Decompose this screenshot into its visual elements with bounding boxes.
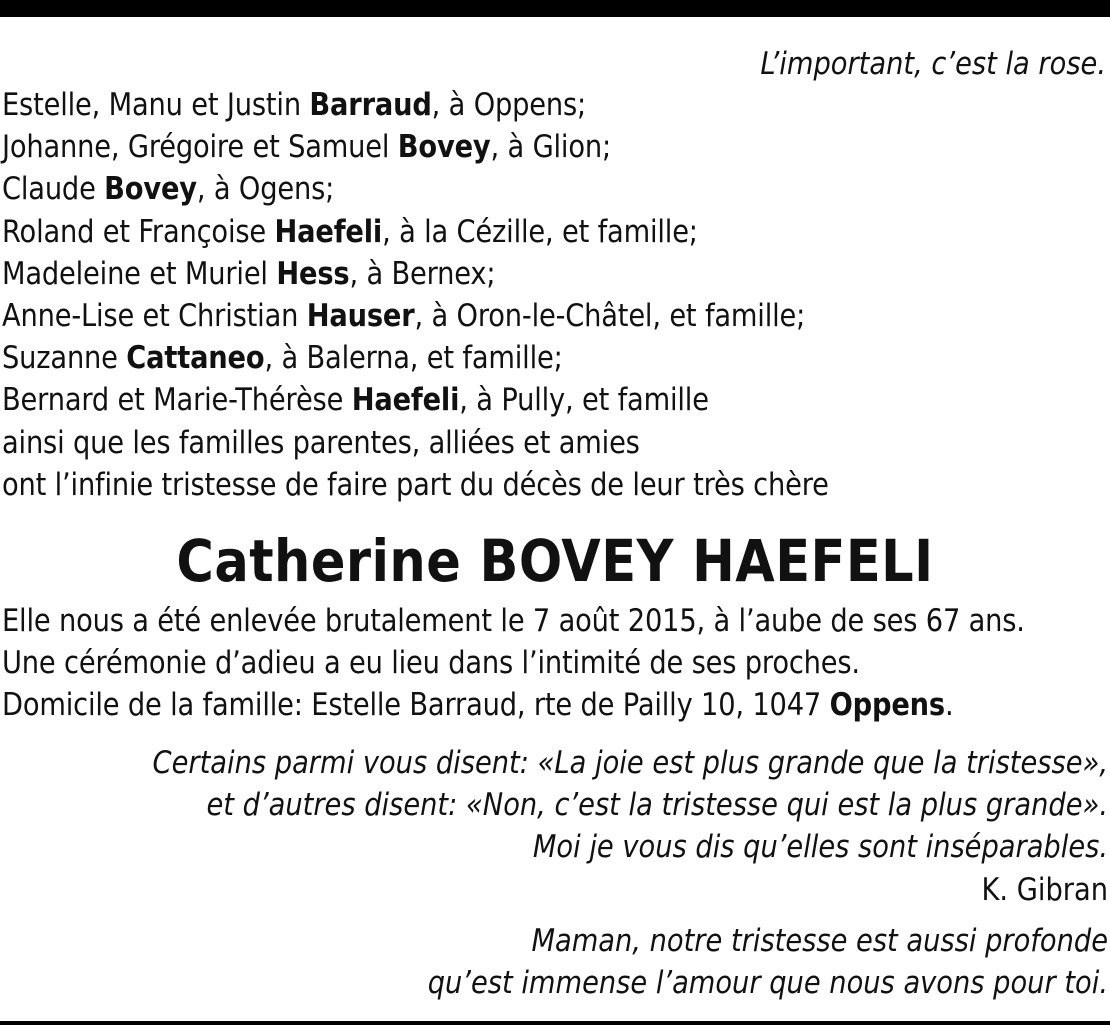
top-rule bbox=[0, 0, 1110, 17]
domicile-town: Oppens bbox=[829, 687, 945, 724]
family-line: Anne-Lise et Christian Hauser, à Oron-le-Châtel, et famille; bbox=[2, 297, 806, 334]
quote-line: et d’autres disent: «Non, c’est la tristesse qui est la plus grande». bbox=[206, 787, 1108, 824]
announcement-line: ont l’infinie tristesse de faire part du décès de leur très chère bbox=[2, 466, 829, 503]
family-line: Suzanne Cattaneo, à Balerna, et famille; bbox=[2, 340, 563, 377]
closing-message bbox=[8, 920, 1108, 1004]
family-line: Johanne, Grégoire et Samuel Bovey, à Glion; bbox=[2, 129, 611, 166]
family-line: Claude Bovey, à Ogens; bbox=[2, 171, 335, 208]
family-line: Roland et Françoise Haefeli, à la Cézille, et famille; bbox=[2, 213, 698, 250]
relatives-line: ainsi que les familles parentes, alliées et amies bbox=[2, 424, 640, 461]
family-surname: Hauser bbox=[306, 297, 415, 334]
quote-line: Certains parmi vous disent: «La joie est plus grande que la tristesse», bbox=[152, 745, 1108, 781]
family-line: Estelle, Manu et Justin Barraud, à Oppens; bbox=[2, 87, 587, 123]
deceased-name: Catherine BOVEY HAEFELI bbox=[176, 527, 934, 595]
family-surname: Barraud bbox=[309, 87, 432, 123]
family-surname: Bovey bbox=[104, 171, 197, 208]
family-line: Madeleine et Muriel Hess, à Bernex; bbox=[2, 255, 496, 292]
family-line: Bernard et Marie-Thérèse Haefeli, à Pully, et famille bbox=[2, 382, 709, 419]
family-surname: Cattaneo bbox=[126, 340, 265, 377]
family-surname: Hess bbox=[276, 255, 350, 292]
family-list bbox=[2, 84, 1076, 506]
quote-line: Moi je vous dis qu’elles sont inséparables. bbox=[532, 829, 1108, 866]
closing-line: qu’est immense l’amour que nous avons pour toi. bbox=[427, 965, 1109, 1002]
family-surname: Haefeli bbox=[274, 213, 383, 250]
quote bbox=[8, 742, 1108, 911]
epigraph: L’important, c’est la rose. bbox=[760, 46, 1106, 82]
domicile-line: Domicile de la famille: Estelle Barraud, rte de Pailly 10, 1047 Oppens. bbox=[2, 687, 954, 724]
family-surname: Haefeli bbox=[351, 382, 460, 419]
family-surname: Bovey bbox=[397, 129, 491, 166]
details bbox=[2, 600, 1106, 727]
death-line: Elle nous a été enlevée brutalement le 7 août 2015, à l’aube de ses 67 ans. bbox=[2, 603, 1025, 639]
quote-author: K. Gibran bbox=[981, 871, 1108, 908]
ceremony-line: Une cérémonie d’adieu a eu lieu dans l’intimité de ses proches. bbox=[2, 645, 860, 682]
bottom-rule bbox=[0, 1021, 1110, 1025]
closing-line: Maman, notre tristesse est aussi profonde bbox=[531, 923, 1108, 959]
